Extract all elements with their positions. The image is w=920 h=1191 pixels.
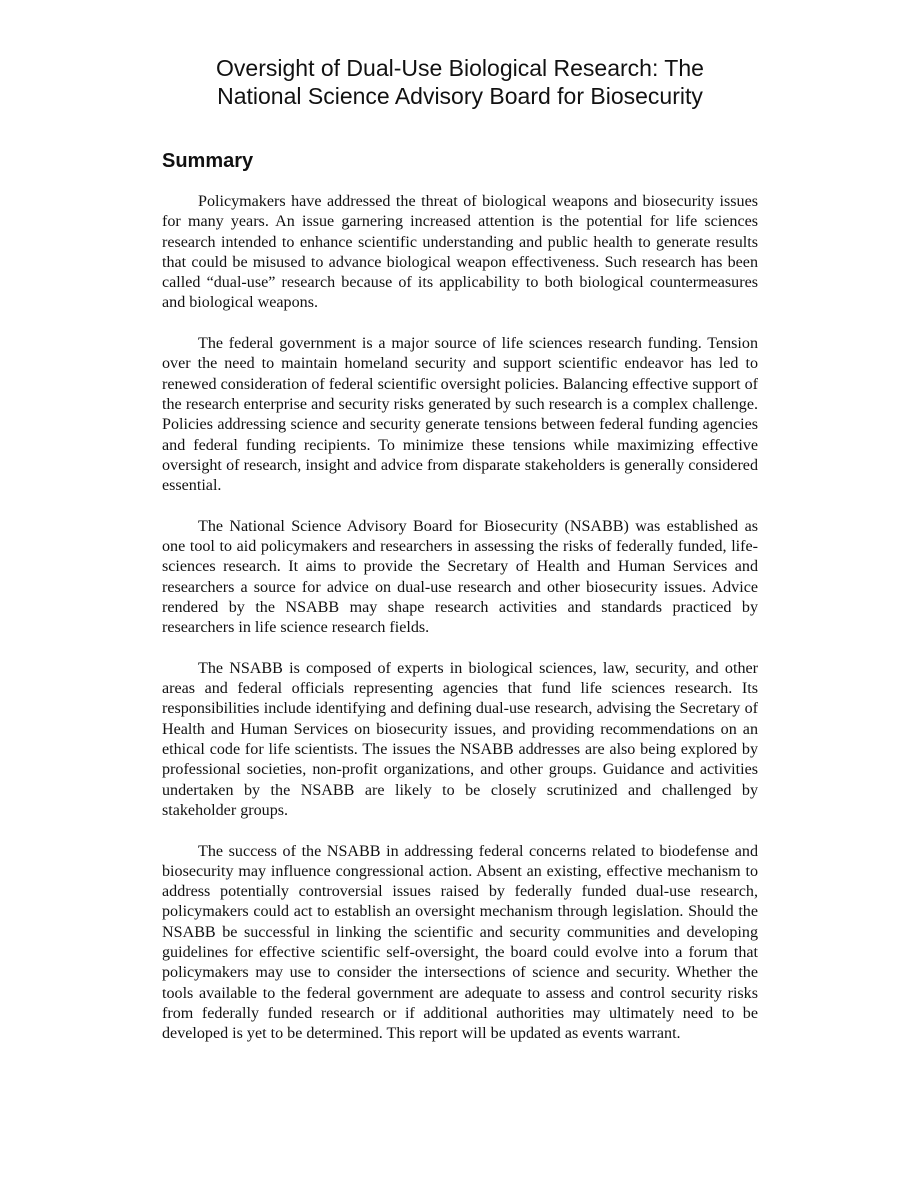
document-page: [162, 54, 758, 1065]
summary-paragraph-3: The National Science Advisory Board for Biosecurity (NSABB) was established as one tool to aid policymakers and researchers in assessing the risks of federally funded, life-sciences research. It aims to provide the Secretary of Health and Human Services and researchers a source for advice on dual-use research and other biosecurity issues. Advice rendered by the NSABB may shape research activities and standards practiced by researchers in life science research fields.: [162, 517, 758, 637]
summary-paragraph-1: Policymakers have addressed the threat of biological weapons and biosecurity issues for many years. An issue garnering increased attention is the potential for life sciences research intended to enhance scientific understanding and public health to generate results that could be misused to advance biological weapon effectiveness. Such research has been called “dual-use” research because of its applicability to both biological countermeasures and biological weapons.: [162, 193, 758, 312]
summary-paragraph-2: The federal government is a major source of life sciences research funding. Tension over the need to maintain homeland security and support scientific endeavor has led to renewed consideration of federal scientific oversight policies. Balancing effective support of the research enterprise and security risks generated by such research is a complex challenge. Policies addressing science and security generate tensions between federal funding agencies and federal funding recipients. To minimize these tensions while maximizing effective oversight of research, insight and advice from disparate stakeholders is generally considered essential.: [162, 335, 758, 495]
title-line-2: National Science Advisory Board for Biosecurity: [217, 83, 703, 109]
title-line-1: Oversight of Dual-Use Biological Research: The: [216, 55, 704, 81]
summary-paragraph-4: The NSABB is composed of experts in biological sciences, law, security, and other areas and federal officials representing agencies that fund life sciences research. Its responsibilities include identifying and defining dual-use research, advising the Secretary of Health and Human Services on biosecurity issues, and providing recommendations on an ethical code for life scientists. The issues the NSABB addresses are also being explored by professional societies, non-profit organizations, and other groups. Guidance and activities undertaken by the NSABB are likely to be closely scrutinized and challenged by stakeholder groups.: [162, 659, 758, 819]
section-heading-summary: Summary: [162, 150, 254, 172]
document-title: [162, 54, 758, 110]
summary-paragraph-5: The success of the NSABB in addressing federal concerns related to biodefense and biosecurity may influence congressional action. Absent an existing, effective mechanism to address potentially controversial issues raised by federally funded dual-use research, policymakers could act to establish an oversight mechanism through legislation. Should the NSABB be successful in linking the scientific and security communities and developing guidelines for effective scientific self-oversight, the board could evolve into a forum that policymakers may use to consider the intersections of science and security. Whether the tools available to the federal government are adequate to assess and control security risks from federally funded research or if additional authorities may ultimately need to be developed is yet to be determined. This report will be updated as events warrant.: [162, 842, 758, 1043]
